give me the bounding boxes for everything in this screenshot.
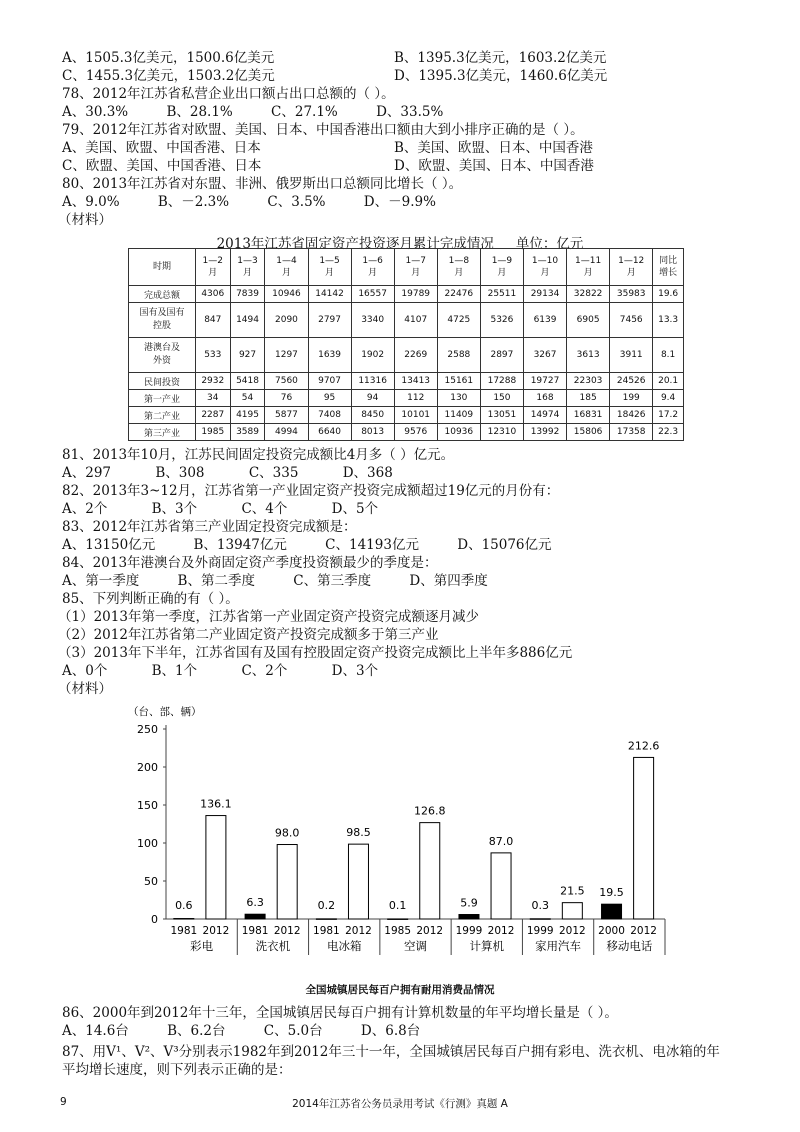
q77-option-row-2 — [62, 67, 608, 85]
table-column-header: 1—4 月 — [265, 249, 308, 286]
bar-early-year — [245, 914, 265, 919]
bar-value-label: 21.5 — [560, 884, 585, 898]
q83-option-d: D、15076亿元 — [457, 537, 552, 553]
bar-early-year — [602, 904, 622, 919]
table-unit: 单位：亿元 — [515, 236, 584, 252]
table-cell: 6139 — [523, 303, 566, 338]
x-year-label: 1999 — [455, 925, 483, 937]
table-cell: 19.6 — [653, 286, 684, 303]
y-tick-label: 200 — [137, 761, 158, 774]
table-cell: 1902 — [351, 338, 394, 373]
table-cell: 20.1 — [653, 373, 684, 390]
table-title-text: 2013年江苏省固定资产投资逐月累计完成情况 — [216, 236, 494, 252]
table-cell: 7560 — [265, 373, 308, 390]
bar-value-label: 136.1 — [200, 797, 232, 811]
q82-options — [62, 500, 378, 518]
q81-option-b: B、308 — [155, 465, 205, 481]
table-column-header: 1—10 月 — [523, 249, 566, 286]
table-cell: 4195 — [230, 407, 265, 424]
table-cell: 4725 — [437, 303, 480, 338]
bar-value-label: 6.3 — [246, 896, 264, 910]
q85-statement-2: （2）2012年江苏省第二产业固定资产投资完成额多于第三产业 — [58, 627, 439, 643]
q78-option-b: B、28.1% — [166, 104, 233, 120]
table-column-header: 1—3 月 — [230, 249, 265, 286]
q78-option-c: C、27.1% — [271, 104, 338, 120]
table-cell: 32822 — [567, 286, 610, 303]
q82-option-d: D、5个 — [331, 501, 379, 517]
bar-value-label: 0.3 — [531, 899, 549, 912]
x-year-label: 2012 — [202, 925, 230, 937]
q80-option-c: C、3.5% — [267, 194, 326, 210]
x-category-label: 洗衣机 — [255, 939, 291, 953]
table-row-label: 港澳台及 外资 — [129, 338, 196, 373]
q79-option-c: C、欧盟、美国、中国香港、日本 — [62, 158, 262, 174]
y-tick-label: 100 — [137, 837, 158, 850]
bar-value-label: 126.8 — [414, 804, 446, 818]
bar-2012 — [420, 823, 440, 919]
table-cell: 2797 — [308, 303, 351, 338]
q85-option-c: C、2个 — [241, 663, 288, 679]
table-cell: 95 — [308, 390, 351, 407]
q84-option-a: A、第一季度 — [62, 573, 140, 589]
table-cell: 5418 — [230, 373, 265, 390]
q86-stem: 86、2000年到2012年十三年，全国城镇居民每百户拥有计算机数量的年平均增长量是（ ）。 — [62, 1005, 618, 1021]
q79-option-a: A、美国、欧盟、中国香港、日本 — [62, 140, 261, 156]
investment-table — [128, 248, 684, 441]
q82-option-b: B、3个 — [151, 501, 198, 517]
table-cell: 4994 — [265, 424, 308, 441]
table-cell: 112 — [394, 390, 437, 407]
table-cell: 25511 — [480, 286, 523, 303]
table-cell: 14974 — [523, 407, 566, 424]
table-row-label: 民间投资 — [129, 373, 196, 390]
x-year-label: 1981 — [241, 925, 269, 937]
table-cell: 168 — [523, 390, 566, 407]
bar-value-label: 87.0 — [488, 834, 514, 848]
table-cell: 185 — [567, 390, 610, 407]
table-cell: 5326 — [480, 303, 523, 338]
q82-option-a: A、2个 — [62, 501, 108, 517]
table-row — [129, 424, 684, 441]
q85-statement-1: （1）2013年第一季度，江苏省第一产业固定资产投资完成额逐月减少 — [58, 609, 479, 625]
x-year-label: 1985 — [384, 925, 412, 937]
table-cell: 76 — [265, 390, 308, 407]
x-year-label: 1981 — [170, 925, 198, 937]
table-row — [129, 286, 684, 303]
bar-value-label: 98.0 — [274, 826, 300, 840]
table-cell: 10946 — [265, 286, 308, 303]
x-year-label: 2012 — [273, 925, 301, 937]
bar-2012 — [206, 816, 226, 919]
x-year-label: 2012 — [416, 925, 444, 937]
q80-option-d: D、－9.9% — [363, 194, 436, 210]
table-row — [129, 390, 684, 407]
table-cell: 6905 — [567, 303, 610, 338]
table-cell: 16557 — [351, 286, 394, 303]
x-category-label: 移动电话 — [606, 939, 653, 953]
table-cell: 16831 — [567, 407, 610, 424]
q84-stem: 84、2013年港澳台及外商固定资产季度投资额最少的季度是： — [62, 555, 438, 571]
table-cell: 24526 — [610, 373, 653, 390]
table-cell: 15161 — [437, 373, 480, 390]
q84-options — [62, 572, 488, 590]
q85-statement-3: （3）2013年下半年，江苏省国有及国有控股固定资产投资完成额比上半年多886亿元 — [58, 645, 573, 661]
consumer-goods-chart — [120, 705, 680, 995]
y-tick-label: 250 — [137, 723, 158, 736]
table-cell: 12310 — [480, 424, 523, 441]
table-cell: 2588 — [437, 338, 480, 373]
table-cell: 94 — [351, 390, 394, 407]
table-cell: 8450 — [351, 407, 394, 424]
table-cell: 3589 — [230, 424, 265, 441]
q87-stem-line-2: 平均增长速度，则下列表示正确的是： — [62, 1062, 292, 1078]
q80-option-a: A、9.0% — [62, 194, 120, 210]
table-row-label: 第三产业 — [129, 424, 196, 441]
table-cell: 1985 — [195, 424, 230, 441]
table-cell: 927 — [230, 338, 265, 373]
table-cell: 1494 — [230, 303, 265, 338]
q85-option-b: B、1个 — [151, 663, 198, 679]
y-tick-label: 50 — [144, 875, 158, 888]
table-cell: 8013 — [351, 424, 394, 441]
table-cell: 3911 — [610, 338, 653, 373]
bar-2012 — [277, 845, 297, 919]
bar-value-label: 212.6 — [627, 739, 660, 753]
table-column-header: 1—6 月 — [351, 249, 394, 286]
q78-stem: 78、2012年江苏省私营企业出口额占出口总额的（ ）。 — [62, 86, 395, 102]
q86-options — [62, 1022, 420, 1040]
q83-option-b: B、13947亿元 — [193, 537, 287, 553]
q81-stem: 81、2013年10月，江苏民间固定投资完成额比4月多（ ）亿元。 — [62, 447, 455, 463]
q84-option-b: B、第二季度 — [177, 573, 255, 589]
q77-option-a: A、1505.3亿美元，1500.6亿美元 — [62, 50, 275, 66]
q81-option-c: C、335 — [248, 465, 299, 481]
y-tick-label: 150 — [137, 799, 158, 812]
x-category-label: 彩电 — [190, 939, 214, 953]
y-axis-label: （台、部、辆） — [128, 706, 202, 718]
bar-chart-svg — [120, 705, 680, 995]
table-row — [129, 373, 684, 390]
table-row-label: 完成总额 — [129, 286, 196, 303]
table-column-header: 1—2 月 — [195, 249, 230, 286]
table-cell: 533 — [195, 338, 230, 373]
footer-title: 2014年江苏省公务员录用考试《行测》真题 A — [292, 1098, 508, 1110]
table-cell: 7456 — [610, 303, 653, 338]
q78-option-a: A、30.3% — [62, 104, 129, 120]
q85-options — [62, 662, 378, 680]
table-cell: 15806 — [567, 424, 610, 441]
q78-option-d: D、33.5% — [376, 104, 444, 120]
bar-value-label: 0.6 — [175, 899, 193, 912]
x-year-label: 1999 — [526, 925, 554, 937]
table-cell: 18426 — [610, 407, 653, 424]
table-cell: 2269 — [394, 338, 437, 373]
q79-option-row-1 — [62, 139, 593, 157]
q79-stem: 79、2012年江苏省对欧盟、美国、日本、中国香港出口额由大到小排序正确的是（ ）。 — [62, 122, 584, 138]
table-cell: 22476 — [437, 286, 480, 303]
table-cell: 6640 — [308, 424, 351, 441]
table-cell: 11316 — [351, 373, 394, 390]
table-cell: 2287 — [195, 407, 230, 424]
table-cell: 17.2 — [653, 407, 684, 424]
bar-2012 — [491, 853, 511, 919]
bar-value-label: 0.1 — [388, 899, 407, 912]
table-cell: 1639 — [308, 338, 351, 373]
q82-option-c: C、4个 — [241, 501, 288, 517]
table-cell: 7408 — [308, 407, 351, 424]
table-cell: 2932 — [195, 373, 230, 390]
q80-options — [62, 193, 436, 211]
q77-option-row-1 — [62, 49, 607, 67]
table-cell: 3267 — [523, 338, 566, 373]
y-tick-label: 0 — [151, 913, 158, 926]
q77-option-c: C、1455.3亿美元，1503.2亿美元 — [62, 68, 275, 84]
table-column-header: 1—9 月 — [480, 249, 523, 286]
bar-2012 — [562, 903, 582, 919]
page-number: 9 — [60, 1096, 67, 1108]
table-cell: 17288 — [480, 373, 523, 390]
q85-option-d: D、3个 — [331, 663, 379, 679]
q86-option-a: A、14.6台 — [62, 1023, 129, 1039]
table-column-header: 1—8 月 — [437, 249, 480, 286]
table-cell: 13992 — [523, 424, 566, 441]
table-cell: 9707 — [308, 373, 351, 390]
bar-early-year — [530, 919, 550, 920]
bar-early-year — [174, 919, 194, 920]
x-category-label: 家用汽车 — [535, 939, 582, 953]
x-year-label: 2012 — [558, 925, 586, 937]
q77-option-b: B、1395.3亿美元，1603.2亿美元 — [394, 50, 607, 66]
q84-option-c: C、第三季度 — [293, 573, 372, 589]
table-cell: 2897 — [480, 338, 523, 373]
q78-options — [62, 103, 443, 121]
x-year-label: 2000 — [598, 925, 625, 937]
material-label-1: （材料） — [58, 212, 112, 228]
chart-title: 全国城镇居民每百户拥有耐用消费品情况 — [305, 984, 495, 996]
bar-value-label: 5.9 — [460, 896, 478, 910]
x-category-label: 空调 — [404, 939, 427, 953]
table-cell: 19789 — [394, 286, 437, 303]
table-corner-header: 时期 — [129, 249, 196, 286]
table-cell: 9576 — [394, 424, 437, 441]
q81-option-a: A、297 — [62, 465, 112, 481]
table-row-label: 第一产业 — [129, 390, 196, 407]
table-cell: 10936 — [437, 424, 480, 441]
q83-stem: 83、2012年江苏省第三产业固定投资完成额是： — [62, 519, 357, 535]
table-column-header: 1—5 月 — [308, 249, 351, 286]
table-cell: 19727 — [523, 373, 566, 390]
table-cell: 29134 — [523, 286, 566, 303]
x-year-label: 1981 — [313, 925, 340, 937]
table-cell: 22303 — [567, 373, 610, 390]
x-year-label: 2012 — [345, 925, 372, 937]
bar-early-year — [459, 915, 479, 919]
table-cell: 10101 — [394, 407, 437, 424]
bar-2012 — [634, 757, 654, 919]
q79-option-d: D、欧盟、美国、日本、中国香港 — [394, 158, 594, 174]
material-label-2: （材料） — [58, 681, 112, 697]
bar-value-label: 98.5 — [346, 826, 371, 840]
table-cell: 22.3 — [653, 424, 684, 441]
table-cell: 8.1 — [653, 338, 684, 373]
table-cell: 17358 — [610, 424, 653, 441]
table-cell: 3340 — [351, 303, 394, 338]
q86-option-c: C、5.0台 — [263, 1023, 323, 1039]
table-cell: 2090 — [265, 303, 308, 338]
table-cell: 5877 — [265, 407, 308, 424]
table-row-label: 第二产业 — [129, 407, 196, 424]
q86-option-d: D、6.8台 — [360, 1023, 421, 1039]
table-cell: 150 — [480, 390, 523, 407]
q80-stem: 80、2013年江苏省对东盟、非洲、俄罗斯出口总额同比增长（ ）。 — [62, 176, 463, 192]
q77-option-d: D、1395.3亿美元，1460.6亿美元 — [394, 68, 608, 84]
table-cell: 847 — [195, 303, 230, 338]
table-cell: 7839 — [230, 286, 265, 303]
x-year-label: 2012 — [630, 925, 657, 937]
q85-stem: 85、下列判断正确的有（ ）。 — [62, 591, 239, 607]
table-column-header: 1—7 月 — [394, 249, 437, 286]
table-row — [129, 407, 684, 424]
q87-stem-line-1: 87、用V¹、V²、V³分别表示1982年到2012年三十一年，全国城镇居民每百户拥有彩电、洗衣机、电冰箱的年 — [62, 1044, 720, 1060]
x-category-label: 电冰箱 — [326, 939, 362, 953]
table-cell: 11409 — [437, 407, 480, 424]
bar-2012 — [348, 844, 368, 919]
q84-option-d: D、第四季度 — [409, 573, 488, 589]
table-column-header: 1—12 月 — [610, 249, 653, 286]
q81-options — [62, 464, 393, 482]
q81-option-d: D、368 — [342, 465, 393, 481]
table-column-header: 1—11 月 — [567, 249, 610, 286]
q83-option-c: C、14193亿元 — [325, 537, 419, 553]
table-cell: 1297 — [265, 338, 308, 373]
table-cell: 130 — [437, 390, 480, 407]
bar-early-year — [316, 919, 336, 920]
bar-early-year — [388, 919, 408, 920]
bar-value-label: 19.5 — [599, 886, 624, 900]
table-cell: 3613 — [567, 338, 610, 373]
q86-option-b: B、6.2台 — [167, 1023, 226, 1039]
table-cell: 34 — [195, 390, 230, 407]
table-cell: 9.4 — [653, 390, 684, 407]
table-row — [129, 338, 684, 373]
x-year-label: 2012 — [487, 925, 515, 937]
table-row-label: 国有及国有 控股 — [129, 303, 196, 338]
q79-option-row-2 — [62, 157, 594, 175]
x-category-label: 计算机 — [469, 939, 505, 953]
table-cell: 14142 — [308, 286, 351, 303]
table-cell: 54 — [230, 390, 265, 407]
bar-value-label: 0.2 — [317, 899, 336, 912]
q79-option-b: B、美国、欧盟、日本、中国香港 — [394, 140, 593, 156]
q82-stem: 82、2013年3~12月，江苏省第一产业固定资产投资完成额超过19亿元的月份有： — [62, 483, 560, 499]
table-row — [129, 303, 684, 338]
table-cell: 4107 — [394, 303, 437, 338]
table-header-row — [129, 249, 684, 286]
table-cell: 4306 — [195, 286, 230, 303]
q83-option-a: A、13150亿元 — [62, 537, 156, 553]
q83-options — [62, 536, 552, 554]
table-cell: 199 — [610, 390, 653, 407]
table-cell: 13.3 — [653, 303, 684, 338]
table-cell: 35983 — [610, 286, 653, 303]
q80-option-b: B、－2.3% — [157, 194, 230, 210]
table-column-header: 同比 增长 — [653, 249, 684, 286]
table-cell: 13413 — [394, 373, 437, 390]
q85-option-a: A、0个 — [62, 663, 108, 679]
table-cell: 13051 — [480, 407, 523, 424]
